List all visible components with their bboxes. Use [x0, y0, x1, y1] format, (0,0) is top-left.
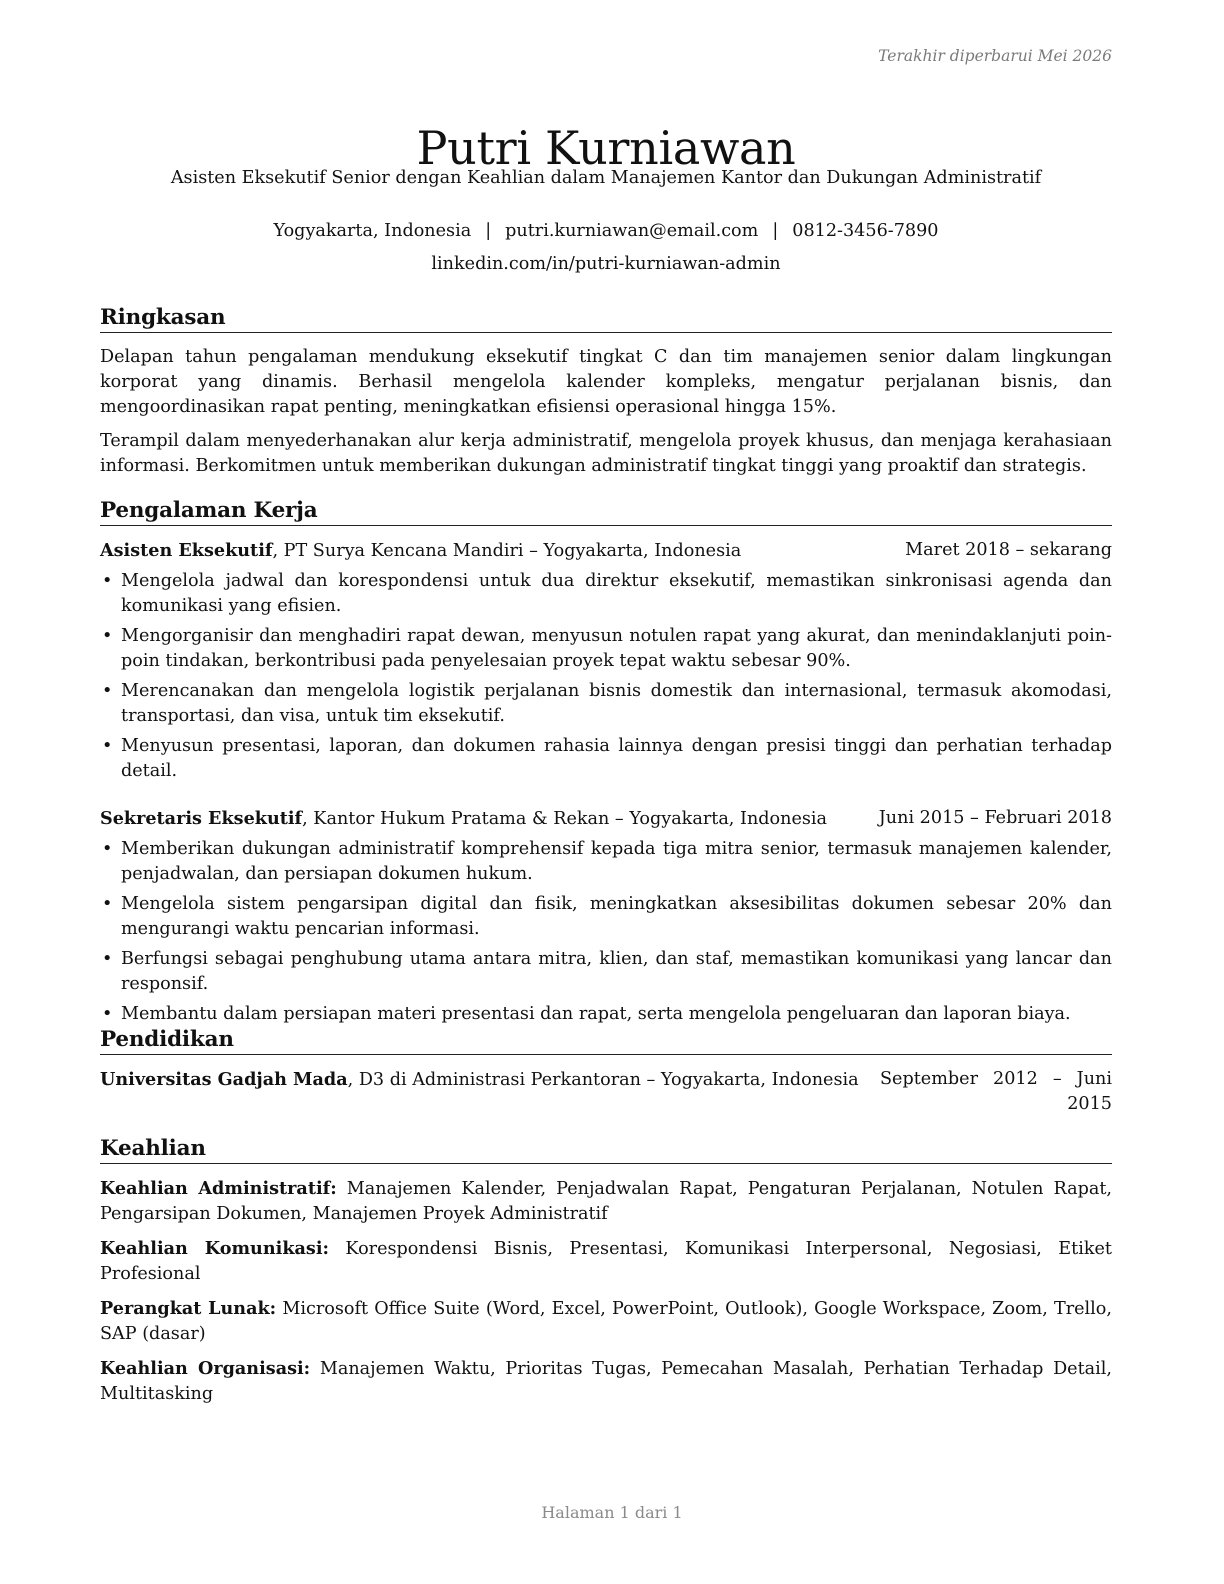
section-title-summary: Ringkasan [100, 305, 1112, 333]
job-bullet-text: Mengorganisir dan menghadiri rapat dewan, menyusun notulen rapat yang akurat, dan menindaklanjuti poin-poin tindakan, berkontribusi pada penyelesaian proyek tepat waktu sebesar 90%. [121, 626, 1112, 671]
summary-section [100, 305, 1112, 488]
skill-group [100, 1296, 1112, 1347]
job-dates: Maret 2018 – sekarang [905, 540, 1112, 560]
job-role: Sekretaris Eksekutif [100, 808, 303, 829]
job-dates: Juni 2015 – Februari 2018 [878, 808, 1112, 828]
job-organization: , PT Surya Kencana Mandiri – Yogyakarta, Indonesia [272, 541, 742, 561]
school-name: Universitas Gadjah Mada [100, 1069, 348, 1090]
skill-value: Korespondensi Bisnis, Presentasi, Komunikasi Interpersonal, Negosiasi, Etiket Profesional [100, 1239, 1112, 1284]
contact-separator: | [485, 221, 492, 241]
skill-label: Keahlian Organisasi: [100, 1358, 311, 1379]
job-bullet [100, 734, 1112, 784]
job-bullets [100, 837, 1112, 1027]
contact-separator: | [772, 221, 779, 241]
candidate-tagline: Asisten Eksekutif Senior dengan Keahlian dalam Manajemen Kantor dan Dukungan Administratif [170, 168, 1042, 188]
job-title-line [100, 806, 827, 832]
job-entry [100, 538, 1112, 784]
job-bullet-text: Menyusun presentasi, laporan, dan dokumen rahasia lainnya dengan presisi tinggi dan perhatian terhadap detail. [121, 736, 1112, 781]
contact-email[interactable]: putri.kurniawan@email.com [505, 221, 759, 241]
section-title-skills: Keahlian [100, 1136, 1112, 1164]
skill-group [100, 1236, 1112, 1287]
job-bullet-text: Berfungsi sebagai penghubung utama antara mitra, klien, dan staf, memastikan komunikasi yang lancar dan responsif. [121, 949, 1112, 994]
job-bullet [100, 624, 1112, 674]
job-bullet-text: Mengelola sistem pengarsipan digital dan fisik, meningkatkan aksesibilitas dokumen sebesar 20% dan mengurangi waktu pencarian informasi. [121, 894, 1112, 939]
contact-line [100, 219, 1112, 244]
bullet-icon: • [102, 949, 113, 969]
skill-group [100, 1176, 1112, 1227]
section-title-experience: Pengalaman Kerja [100, 498, 1112, 526]
section-title-education: Pendidikan [100, 1027, 1112, 1055]
job-bullet [100, 1002, 1112, 1027]
job-bullet [100, 569, 1112, 619]
bullet-icon: • [102, 626, 113, 646]
education-section [100, 1027, 1112, 1117]
skill-value: Manajemen Kalender, Penjadwalan Rapat, Pengaturan Perjalanan, Notulen Rapat, Pengarsipan Dokumen, Manajemen Proyek Administratif [100, 1179, 1113, 1224]
job-bullets [100, 569, 1112, 784]
page-number: Halaman 1 dari 1 [541, 1503, 683, 1522]
job-header [100, 806, 1112, 832]
job-header [100, 538, 1112, 564]
candidate-name: Putri Kurniawan [416, 120, 796, 175]
job-role: Asisten Eksekutif [100, 540, 273, 561]
last-updated-note: Terakhir diperbarui Mei 2026 [878, 47, 1112, 65]
degree: , D3 di Administrasi Perkantoran – Yogyakarta, Indonesia [347, 1070, 859, 1090]
job-bullet [100, 947, 1112, 997]
bullet-icon: • [102, 571, 113, 591]
job-bullet-text: Memberikan dukungan administratif komprehensif kepada tiga mitra senior, termasuk manajemen kalender, penjadwalan, dan persiapan dokumen hukum. [121, 839, 1112, 884]
experience-section [100, 498, 1112, 1032]
job-bullet-text: Merencanakan dan mengelola logistik perjalanan bisnis domestik dan internasional, termasuk akomodasi, transportasi, dan visa, untuk tim eksekutif. [121, 681, 1112, 726]
job-bullet-text: Mengelola jadwal dan korespondensi untuk dua direktur eksekutif, memastikan sinkronisasi agenda dan komunikasi yang efisien. [121, 571, 1112, 616]
bullet-icon: • [102, 1004, 113, 1024]
skill-label: Keahlian Komunikasi: [100, 1238, 329, 1259]
skill-label: Keahlian Administratif: [100, 1178, 337, 1199]
education-dates: September 2012 – Juni 2015 [880, 1069, 1112, 1114]
skill-value: Manajemen Waktu, Prioritas Tugas, Pemecahan Masalah, Perhatian Terhadap Detail, Multitasking [100, 1359, 1112, 1404]
job-organization: , Kantor Hukum Pratama & Rekan – Yogyakarta, Indonesia [302, 809, 828, 829]
bullet-icon: • [102, 681, 113, 701]
skill-value: Microsoft Office Suite (Word, Excel, PowerPoint, Outlook), Google Workspace, Zoom, Trello, SAP (dasar) [100, 1299, 1112, 1344]
skill-group [100, 1356, 1112, 1407]
summary-paragraph: Terampil dalam menyederhanakan alur kerja administratif, mengelola proyek khusus, dan menjaga kerahasiaan informasi. Berkomitmen untuk memberikan dukungan administratif tingkat tinggi yang proaktif dan strategis. [100, 431, 1112, 476]
education-line [100, 1067, 859, 1093]
skills-section [100, 1136, 1112, 1416]
contact-phone: 0812-3456-7890 [792, 221, 939, 241]
job-title-line [100, 538, 741, 564]
bullet-icon: • [102, 736, 113, 756]
skill-label: Perangkat Lunak: [100, 1298, 277, 1319]
job-bullet [100, 837, 1112, 887]
bullet-icon: • [102, 894, 113, 914]
job-entry [100, 806, 1112, 1027]
job-bullet [100, 892, 1112, 942]
education-entry [100, 1067, 1112, 1117]
linkedin-link[interactable]: linkedin.com/in/putri-kurniawan-admin [431, 254, 781, 274]
job-bullet [100, 679, 1112, 729]
bullet-icon: • [102, 839, 113, 859]
contact-location: Yogyakarta, Indonesia [273, 221, 472, 241]
summary-paragraph: Delapan tahun pengalaman mendukung eksekutif tingkat C dan tim manajemen senior dalam lingkungan korporat yang dinamis. Berhasil mengelola kalender kompleks, mengatur perjalanan bisnis, dan mengoordinasikan rapat penting, meningkatkan efisiensi operasional hingga 15%. [100, 347, 1112, 417]
job-bullet-text: Membantu dalam persiapan materi presentasi dan rapat, serta mengelola pengeluaran dan laporan biaya. [121, 1004, 1071, 1024]
